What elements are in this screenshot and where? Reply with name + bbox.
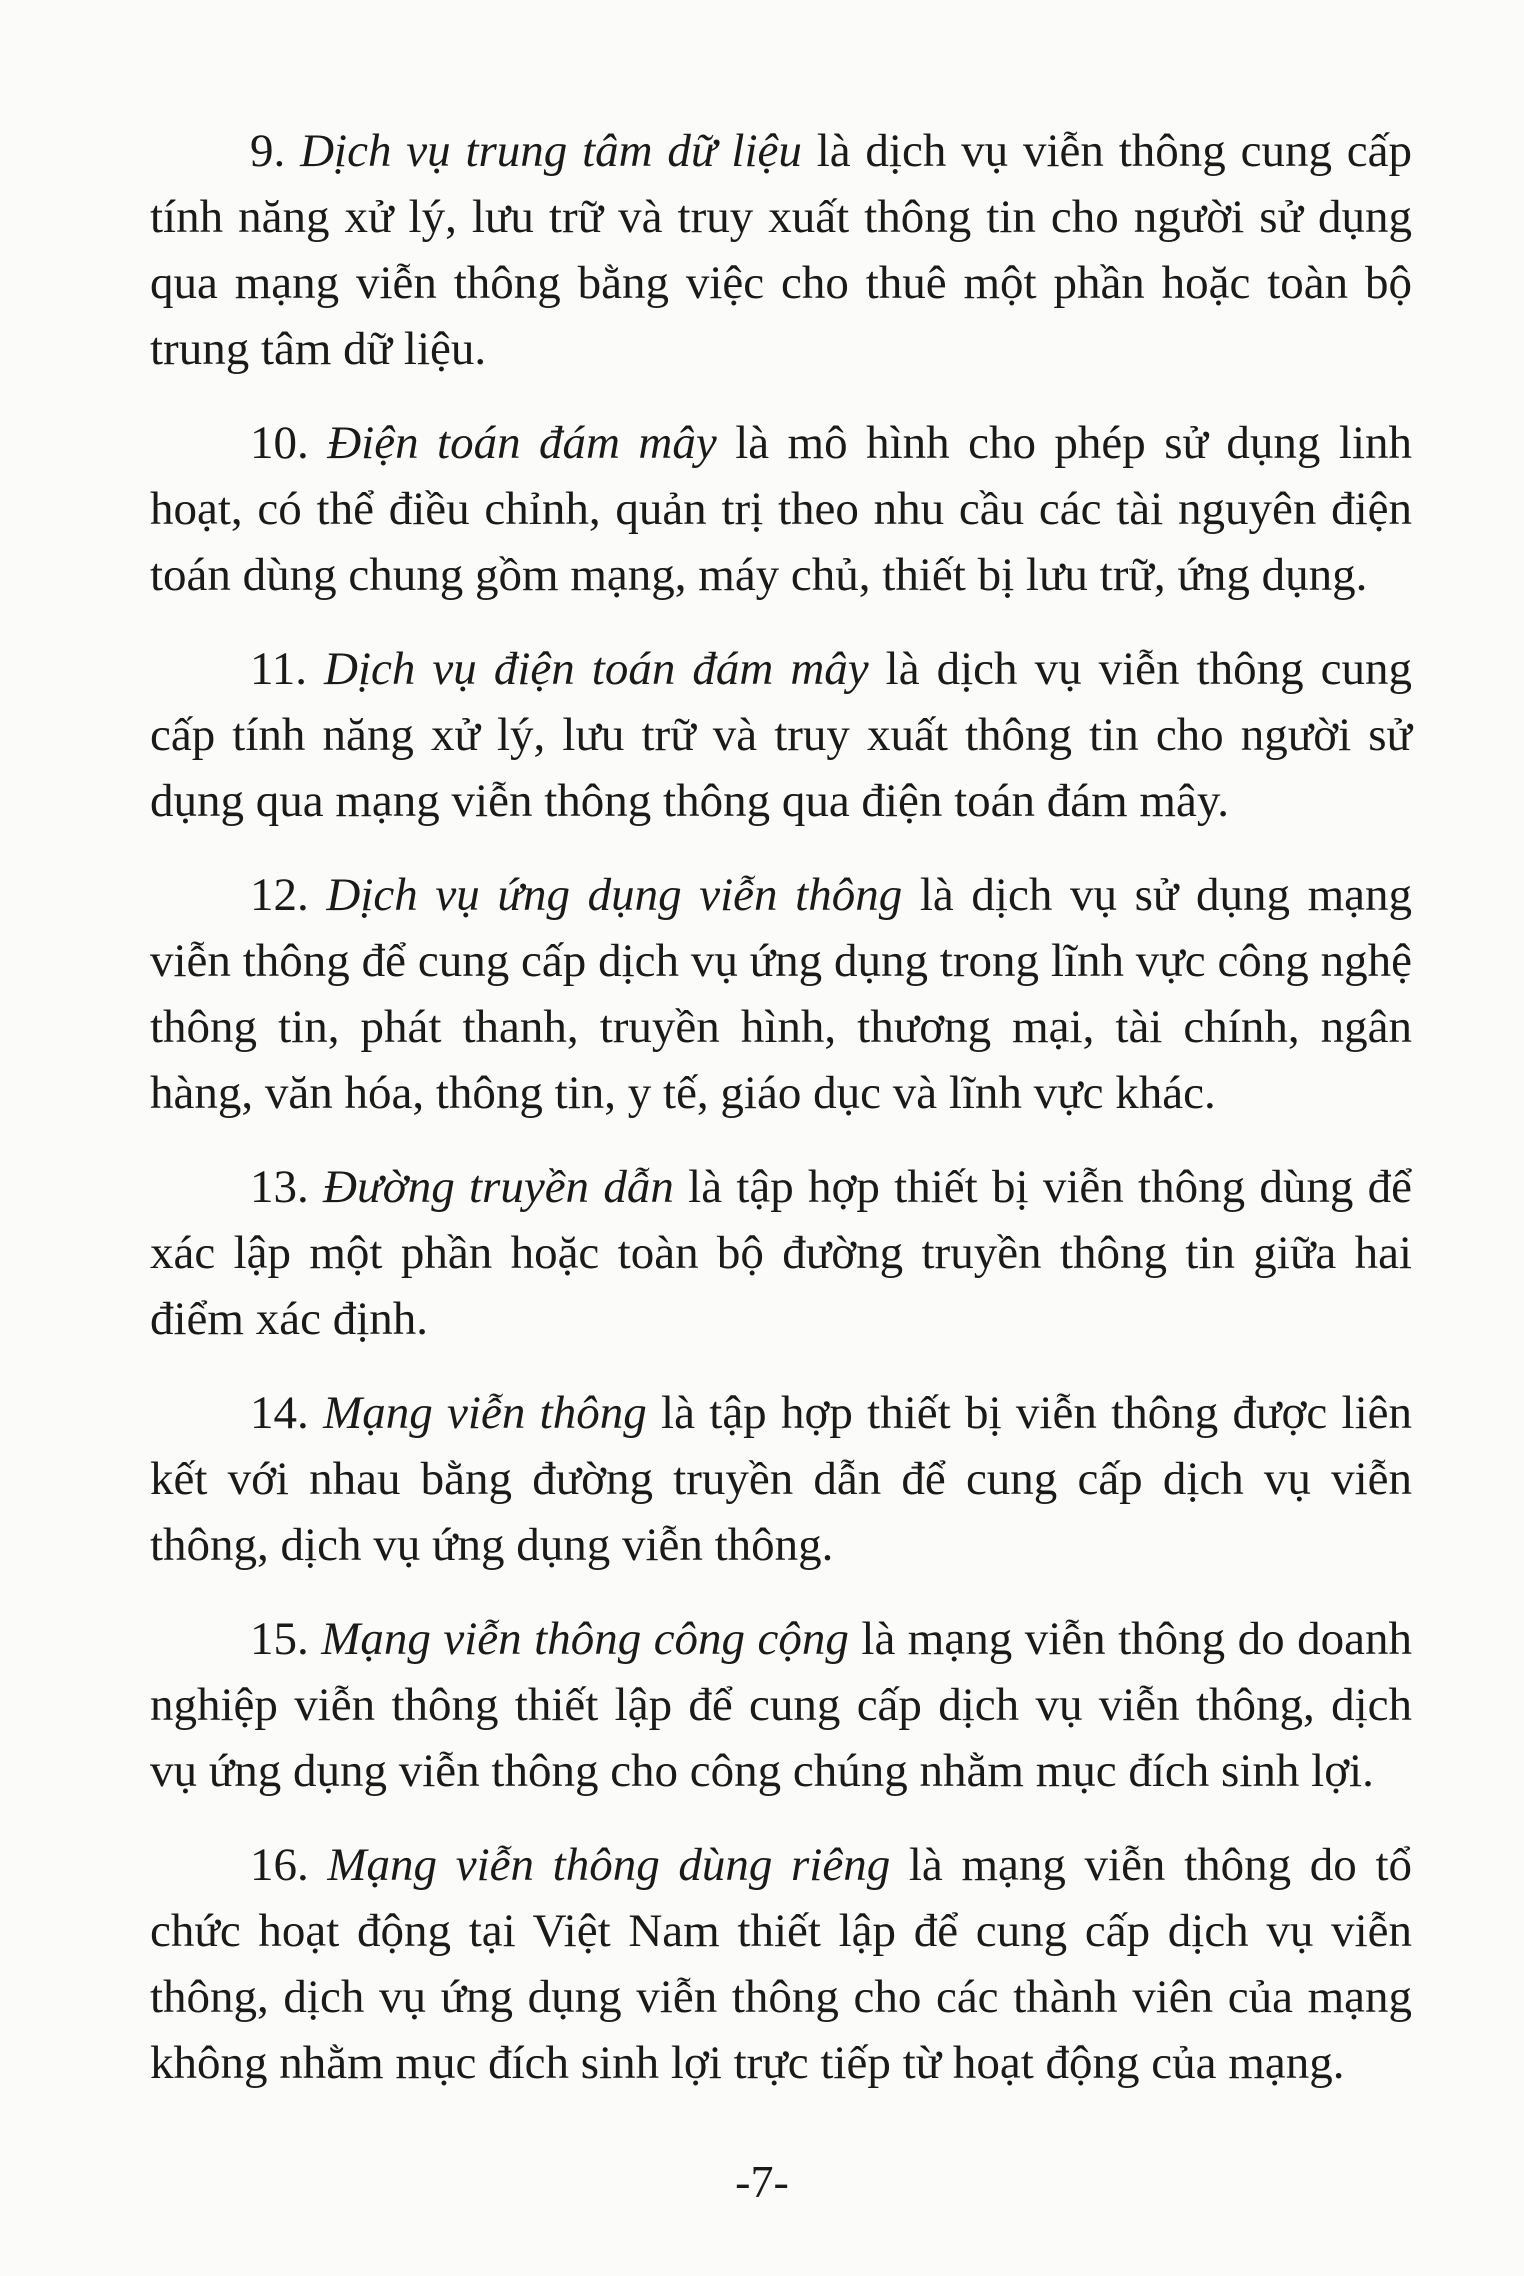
definition-text: là mạng viễn thông do doanh nghiệp viễn thông thiết lập để cung cấp dịch vụ viễn thông, dịch vụ ứng dụng viễn thông cho công chúng nhằm mục đích sinh lợi. xyxy=(150,1613,1413,1797)
page-number: -7- xyxy=(735,2156,789,2207)
paragraph-number: 13. xyxy=(250,1161,309,1213)
paragraph-number: 12. xyxy=(250,869,309,921)
definition-paragraph-12 xyxy=(150,862,1412,1126)
paragraph-number: 15. xyxy=(250,1613,309,1665)
definition-text: là dịch vụ viễn thông cung cấp tính năng xử lý, lưu trữ và truy xuất thông tin cho người sử dụng qua mạng viễn thông bằng việc cho thuê một phần hoặc toàn bộ trung tâm dữ liệu. xyxy=(150,125,1413,375)
definition-text: là mô hình cho phép sử dụng linh hoạt, có thể điều chỉnh, quản trị theo nhu cầu các tài nguyên điện toán dùng chung gồm mạng, máy chủ, thiết bị lưu trữ, ứng dụng. xyxy=(150,417,1412,601)
definition-text: là tập hợp thiết bị viễn thông được liên kết với nhau bằng đường truyền dẫn để cung cấp dịch vụ viễn thông, dịch vụ ứng dụng viễn thông. xyxy=(150,1387,1413,1571)
defined-term: Dịch vụ điện toán đám mây xyxy=(324,643,869,695)
definition-paragraph-11 xyxy=(150,636,1412,834)
paragraph-number: 9. xyxy=(250,125,286,177)
definition-paragraph-9 xyxy=(150,118,1412,382)
definitions-text xyxy=(150,118,1412,2124)
defined-term: Mạng viễn thông dùng riêng xyxy=(327,1839,891,1891)
definition-paragraph-16 xyxy=(150,1832,1412,2096)
definition-paragraph-15 xyxy=(150,1606,1412,1804)
defined-term: Mạng viễn thông xyxy=(323,1387,647,1439)
paragraph-number: 14. xyxy=(250,1387,309,1439)
definition-text: là tập hợp thiết bị viễn thông dùng để xác lập một phần hoặc toàn bộ đường truyền thông tin giữa hai điểm xác định. xyxy=(150,1161,1413,1345)
definition-text: là dịch vụ sử dụng mạng viễn thông để cung cấp dịch vụ ứng dụng trong lĩnh vực công nghệ thông tin, phát thanh, truyền hình, thương mại, tài chính, ngân hàng, văn hóa, thông tin, y tế, giáo dục và lĩnh vực khác. xyxy=(150,869,1413,1119)
paragraph-number: 16. xyxy=(250,1839,309,1891)
paragraph-number: 11. xyxy=(250,643,308,695)
definition-paragraph-14 xyxy=(150,1380,1412,1578)
defined-term: Đường truyền dẫn xyxy=(323,1161,674,1213)
definition-paragraph-13 xyxy=(150,1154,1412,1352)
definition-text: là dịch vụ viễn thông cung cấp tính năng xử lý, lưu trữ và truy xuất thông tin cho người sử dụng qua mạng viễn thông thông qua điện toán đám mây. xyxy=(150,643,1412,827)
defined-term: Mạng viễn thông công cộng xyxy=(321,1613,849,1665)
defined-term: Dịch vụ ứng dụng viễn thông xyxy=(326,869,903,921)
definition-paragraph-10 xyxy=(150,410,1412,608)
paragraph-number: 10. xyxy=(250,417,309,469)
defined-term: Điện toán đám mây xyxy=(327,417,717,469)
defined-term: Dịch vụ trung tâm dữ liệu xyxy=(300,125,802,177)
definition-text: là mạng viễn thông do tổ chức hoạt động tại Việt Nam thiết lập để cung cấp dịch vụ viễn thông, dịch vụ ứng dụng viễn thông cho các thành viên của mạng không nhằm mục đích sinh lợi trực tiếp từ hoạt động của mạng. xyxy=(150,1839,1413,2089)
